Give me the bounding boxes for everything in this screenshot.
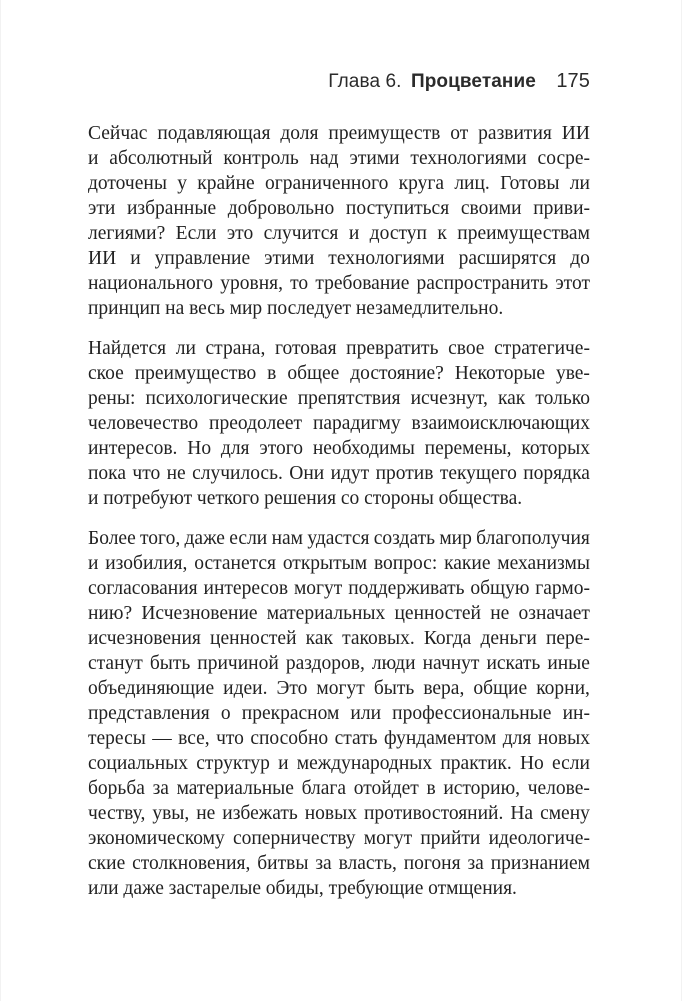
chapter-title: Процветание (410, 71, 536, 92)
word: у (177, 173, 187, 194)
word: решения (264, 488, 337, 509)
word: круга (398, 173, 445, 194)
word: люди (371, 653, 416, 674)
word: прийти (420, 828, 481, 849)
text-line (88, 221, 590, 246)
text-line (88, 526, 590, 551)
word: честву, (88, 803, 146, 824)
word: искать (486, 653, 541, 674)
word: развития (478, 123, 552, 144)
word: преимущество (134, 363, 257, 384)
word: поддерживать (348, 578, 465, 599)
word: погоня (403, 853, 461, 874)
word: Готовы (500, 173, 560, 194)
word: ИИ (561, 123, 590, 144)
word: на (165, 298, 185, 319)
text-line (88, 246, 590, 271)
word: ценностей (210, 628, 297, 649)
word: ин- (562, 703, 590, 724)
word: Если (175, 223, 217, 244)
word: Но (519, 753, 544, 774)
word: того, (140, 528, 181, 549)
text-line (88, 751, 590, 776)
word: отмщения. (428, 878, 517, 899)
word: противостояний. (363, 803, 504, 824)
chapter-label: Глава 6. (328, 71, 402, 92)
word: быть (373, 678, 415, 699)
body-text-column (88, 121, 590, 916)
word: этот (555, 273, 590, 294)
word: исчезнут, (410, 388, 488, 409)
word: даже (184, 528, 225, 549)
word: от (450, 123, 469, 144)
word: практик. (440, 753, 512, 774)
word: Исчезновение (141, 603, 258, 624)
word: лиц. (454, 173, 490, 194)
word: даже (123, 878, 164, 899)
word: Сейчас (88, 123, 148, 144)
word: сосре- (537, 148, 590, 169)
word: случится (263, 223, 339, 244)
word: готовая (274, 338, 337, 359)
word: которых (521, 438, 590, 459)
word: или (88, 878, 119, 899)
word: избежать (222, 803, 298, 824)
word: со (340, 488, 360, 509)
paragraph (88, 336, 590, 511)
word: что (216, 728, 244, 749)
word: не (196, 803, 216, 824)
word: этого (259, 438, 303, 459)
word: в (426, 778, 436, 799)
word: текущего (439, 463, 517, 484)
text-line (88, 121, 590, 146)
paragraph (88, 526, 590, 901)
word: психологические (145, 388, 288, 409)
text-line (88, 296, 590, 321)
text-line (88, 436, 590, 461)
word: ское (88, 363, 124, 384)
word: за (467, 853, 484, 874)
word: стороны (364, 488, 434, 509)
word: если (229, 528, 268, 549)
word: Некоторые (454, 363, 546, 384)
word: создать (373, 528, 436, 549)
word: и (88, 553, 99, 574)
word: фундаментом (383, 728, 497, 749)
word: власть, (338, 853, 397, 874)
word: человечество (88, 413, 199, 434)
word: этими (349, 148, 400, 169)
word: общую (470, 578, 530, 599)
word: отойдет (353, 778, 419, 799)
word: ские (88, 853, 126, 874)
word: распространить (416, 273, 549, 294)
word: увы, (152, 803, 190, 824)
word: доля (280, 123, 319, 144)
word: стратегиче- (494, 338, 590, 359)
word: идут (330, 463, 370, 484)
word: приви- (533, 198, 590, 219)
word: свое (448, 338, 485, 359)
word: интересов (203, 578, 289, 599)
word: корни, (536, 678, 590, 699)
word: Они (289, 463, 325, 484)
word: — (152, 728, 172, 749)
word: новых (304, 803, 357, 824)
word: крайне (197, 173, 255, 194)
word: и (348, 223, 360, 244)
text-line (88, 576, 590, 601)
text-line (88, 146, 590, 171)
word: все, (178, 728, 210, 749)
word: против (375, 463, 434, 484)
word: материальные (176, 778, 294, 799)
word: благополучия (476, 528, 590, 549)
word: контроль (223, 148, 299, 169)
text-line (88, 876, 590, 901)
word: какие (444, 553, 491, 574)
word: страна, (205, 338, 266, 359)
word: тересы (88, 728, 146, 749)
word: незамедлительно. (355, 298, 504, 319)
word: легиями? (88, 223, 166, 244)
word: рены: (88, 388, 136, 409)
word: пока (88, 463, 127, 484)
word: Найдется (88, 338, 167, 359)
word: весь (189, 298, 225, 319)
word: парадигму (312, 413, 401, 434)
text-line (88, 701, 590, 726)
text-line (88, 461, 590, 486)
word: это (226, 223, 254, 244)
word: подавляющая (157, 123, 271, 144)
running-header (88, 70, 590, 93)
word: избранные (127, 198, 217, 219)
word: соперничеству (232, 828, 356, 849)
word: Это (276, 678, 308, 699)
word: для (220, 438, 250, 459)
word: эти (88, 198, 116, 219)
word: и (88, 488, 99, 509)
word: прекрасном (241, 703, 340, 724)
word: гармо- (535, 578, 590, 599)
text-line (88, 626, 590, 651)
word: необходимы (312, 438, 415, 459)
text-line (88, 336, 590, 361)
word: экономическому (88, 828, 225, 849)
word: расширятся (458, 248, 557, 269)
word: общее (287, 363, 340, 384)
word: челове- (527, 778, 590, 799)
text-line (88, 826, 590, 851)
text-line (88, 601, 590, 626)
word: означает (518, 603, 590, 624)
word: достояние? (350, 363, 444, 384)
word: удастся (307, 528, 370, 549)
text-line (88, 411, 590, 436)
text-line (88, 676, 590, 701)
text-line (88, 651, 590, 676)
word: останется (194, 553, 276, 574)
text-line (88, 361, 590, 386)
word: вера, (423, 678, 465, 699)
word: объединяющие (88, 678, 215, 699)
word: последует (266, 298, 352, 319)
word: раздоров, (285, 653, 365, 674)
word: доточены (88, 173, 167, 194)
word: уве- (555, 363, 590, 384)
word: механизмы (497, 553, 590, 574)
word: столкновения, (132, 853, 251, 874)
word: над (309, 148, 339, 169)
text-line (88, 551, 590, 576)
word: как (497, 388, 526, 409)
word: потребуют (103, 488, 193, 509)
word: согласования (88, 578, 198, 599)
word: то (290, 273, 309, 294)
word: На (510, 803, 534, 824)
text-line (88, 386, 590, 411)
word: нам (271, 528, 303, 549)
word: профессиональные (392, 703, 552, 724)
text-line (88, 801, 590, 826)
word: как (305, 628, 333, 649)
word: Но (187, 438, 212, 459)
word: смену (540, 803, 590, 824)
word: случилось. (192, 463, 283, 484)
word: для (502, 728, 532, 749)
word: обиды, (265, 878, 324, 899)
word: мир (439, 528, 472, 549)
word: уровня, (220, 273, 283, 294)
word: борьба (88, 778, 145, 799)
word: технологиями (328, 248, 445, 269)
word: требующие (328, 878, 424, 899)
word: представления (88, 703, 210, 724)
word: превратить (346, 338, 439, 359)
word: ценностей (394, 603, 481, 624)
word: пере- (545, 628, 590, 649)
word: не (166, 463, 186, 484)
word: абсолютный (109, 148, 213, 169)
word: за (152, 778, 169, 799)
text-line (88, 726, 590, 751)
word: требование (315, 273, 410, 294)
word: быть (149, 653, 191, 674)
word: изобилия, (105, 553, 188, 574)
word: Более (88, 528, 136, 549)
word: общие (473, 678, 528, 699)
word: могут (316, 678, 365, 699)
word: структур (196, 753, 270, 774)
word: мир (229, 298, 263, 319)
word: открытым (282, 553, 368, 574)
word: преодолеет (209, 413, 303, 434)
word: ограниченного (264, 173, 389, 194)
word: этими (264, 248, 315, 269)
text-line (88, 196, 590, 221)
word: добровольно (227, 198, 335, 219)
word: о (220, 703, 231, 724)
word: что (132, 463, 161, 484)
word: начнут (422, 653, 480, 674)
word: к (437, 223, 447, 244)
word: и (88, 148, 99, 169)
text-line (88, 851, 590, 876)
word: доступ (369, 223, 427, 244)
word: битвы (257, 853, 309, 874)
word: преимуществам (457, 223, 590, 244)
word: деньги (480, 628, 537, 649)
word: признанием (490, 853, 590, 874)
word: историю, (443, 778, 521, 799)
paragraph (88, 121, 590, 321)
word: национального (88, 273, 214, 294)
word: ли (175, 338, 196, 359)
word: исчезновения (88, 628, 201, 649)
word: только (535, 388, 590, 409)
word: перемены, (424, 438, 512, 459)
word: за (315, 853, 332, 874)
word: причиной (197, 653, 279, 674)
word: станут (88, 653, 143, 674)
word: или (350, 703, 382, 724)
text-line (88, 486, 590, 511)
word: международных (296, 753, 433, 774)
word: принцип (88, 298, 161, 319)
word: способно (250, 728, 329, 749)
word: таковых. (342, 628, 415, 649)
word: нию? (88, 603, 133, 624)
text-line (88, 776, 590, 801)
word: препятствия (297, 388, 401, 409)
word: социальных (88, 753, 189, 774)
word: новых (537, 728, 590, 749)
word: своими (460, 198, 522, 219)
word: ли (569, 173, 590, 194)
text-line (88, 171, 590, 196)
word: стать (334, 728, 378, 749)
word: иные (547, 653, 590, 674)
word: не (490, 603, 510, 624)
word: взаимоисключающих (411, 413, 590, 434)
text-line (88, 271, 590, 296)
word: идеи. (223, 678, 268, 699)
word: могут (293, 578, 343, 599)
word: идеологиче- (488, 828, 590, 849)
word: четкого (196, 488, 260, 509)
word: в (267, 363, 277, 384)
word: и (278, 753, 289, 774)
word: застарелые (168, 878, 261, 899)
word: управление (154, 248, 251, 269)
word: если (552, 753, 590, 774)
word: и (130, 248, 141, 269)
word: порядка (523, 463, 590, 484)
word: материальных (266, 603, 386, 624)
word: ИИ (88, 248, 117, 269)
word: интересов. (88, 438, 178, 459)
word: поступиться (345, 198, 450, 219)
word: блага (301, 778, 347, 799)
page-number: 175 (556, 70, 590, 92)
word: преимуществ (328, 123, 441, 144)
word: Когда (423, 628, 472, 649)
word: вопрос: (373, 553, 438, 574)
word: общества. (438, 488, 523, 509)
word: технологиями (410, 148, 527, 169)
word: до (570, 248, 590, 269)
word: могут (363, 828, 413, 849)
